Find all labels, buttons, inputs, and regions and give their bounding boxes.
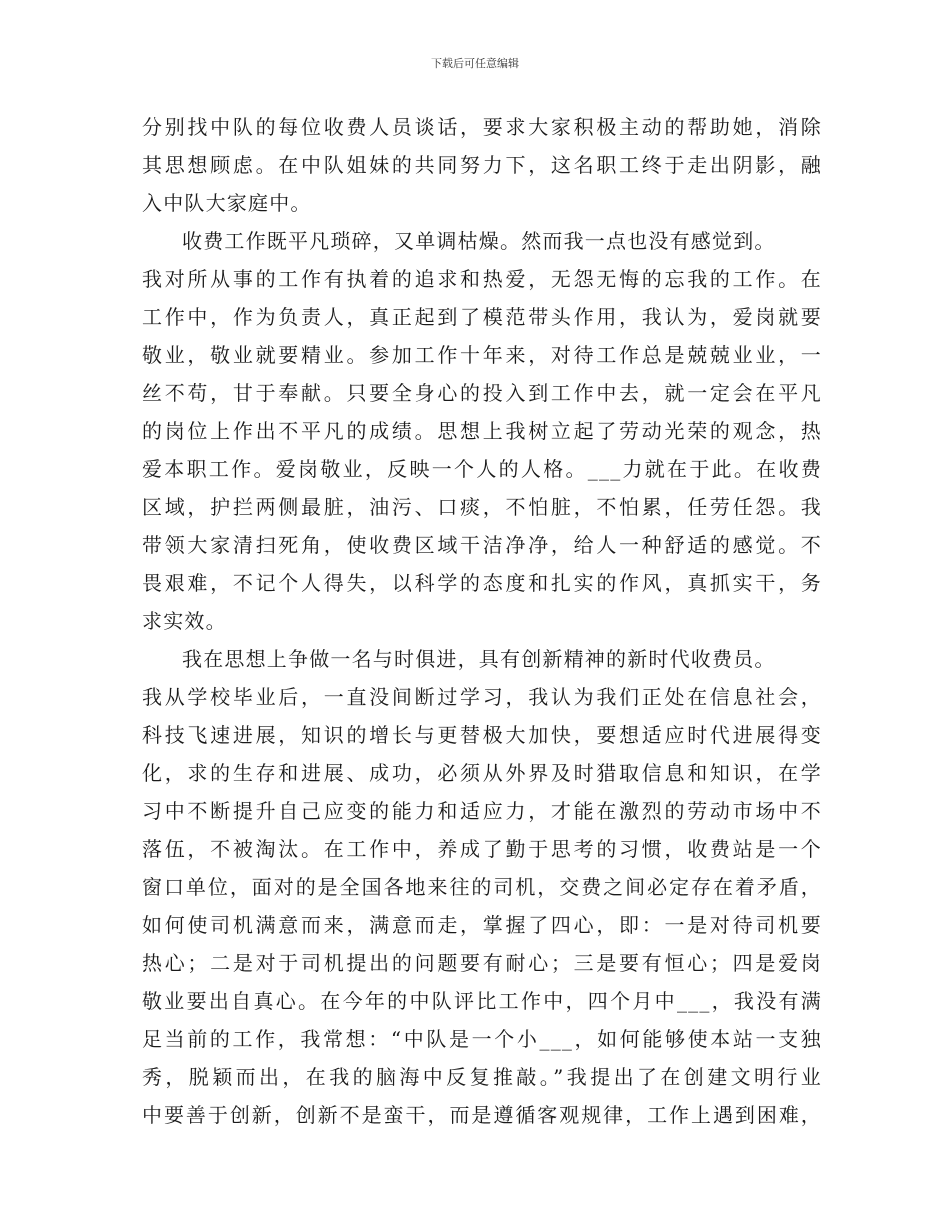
text-line: 带领大家清扫死角，使收费区域干洁净净，给人一种舒适的感觉。不 xyxy=(142,533,822,557)
text-line: 我从学校毕业后，一直没间断过学习，我认为我们正处在信息社会， xyxy=(142,685,822,709)
text-line: 习中不断提升自己应变的能力和适应力，才能在激烈的劳动市场中不 xyxy=(142,799,822,823)
page-header: 下载后可任意编辑 xyxy=(431,57,519,70)
text-line: 敬业要出自真心。在今年的中队评比工作中，四个月中___，我没有满 xyxy=(142,989,822,1013)
text-line: 如何使司机满意而来，满意而走，掌握了四心，即：一是对待司机要 xyxy=(142,913,822,937)
text-line: 我对所从事的工作有执着的追求和热爱，无怨无悔的忘我的工作。在 xyxy=(142,267,822,291)
text-line: 化，求的生存和进展、成功，必须从外界及时猎取信息和知识，在学 xyxy=(142,761,822,785)
text-line: 中要善于创新，创新不是蛮干，而是遵循客观规律，工作上遇到困难， xyxy=(142,1103,822,1127)
paragraph-1 xyxy=(142,108,822,222)
text-line: 其思想顾虑。在中队姐妹的共同努力下，这名职工终于走出阴影，融 xyxy=(142,153,822,177)
paragraph-2 xyxy=(142,222,822,640)
text-line: 求实效。 xyxy=(142,609,227,633)
text-line: 工作中，作为负责人，真正起到了模范带头作用，我认为，爱岗就要 xyxy=(142,305,822,329)
text-line: 敬业，敬业就要精业。参加工作十年来，对待工作总是兢兢业业，一 xyxy=(142,343,822,367)
document-body xyxy=(142,108,822,1134)
text-line: 区域，护拦两侧最脏，油污、口痰，不怕脏，不怕累，任劳任怨。我 xyxy=(142,495,822,519)
text-line: 畏艰难，不记个人得失，以科学的态度和扎实的作风，真抓实干，务 xyxy=(142,571,822,595)
text-line: 足当前的工作，我常想：“中队是一个小___，如何能够使本站一支独 xyxy=(142,1027,822,1051)
text-line: 秀，脱颖而出，在我的脑海中反复推敲。”我提出了在创建文明行业 xyxy=(142,1065,822,1089)
text-line: 我在思想上争做一名与时俱进，具有创新精神的新时代收费员。 xyxy=(182,647,776,671)
text-line: 爱本职工作。爱岗敬业，反映一个人的人格。___力就在于此。在收费 xyxy=(142,457,822,481)
text-line: 分别找中队的每位收费人员谈话，要求大家积极主动的帮助她，消除 xyxy=(142,115,822,139)
text-line: 窗口单位，面对的是全国各地来往的司机，交费之间必定存在着矛盾， xyxy=(142,875,822,899)
text-line: 落伍，不被淘汰。在工作中，养成了勤于思考的习惯，收费站是一个 xyxy=(142,837,822,861)
text-line: 丝不苟，甘于奉献。只要全身心的投入到工作中去，就一定会在平凡 xyxy=(142,381,822,405)
text-line: 热心；二是对于司机提出的问题要有耐心；三是要有恒心；四是爱岗 xyxy=(142,951,822,975)
text-line: 入中队大家庭中。 xyxy=(142,191,312,215)
text-line: 的岗位上作出不平凡的成绩。思想上我树立起了劳动光荣的观念，热 xyxy=(142,419,822,443)
paragraph-3 xyxy=(142,640,822,1134)
text-line: 收费工作既平凡琐碎，又单调枯燥。然而我一点也没有感觉到。 xyxy=(182,229,776,253)
text-line: 科技飞速进展，知识的增长与更替极大加快，要想适应时代进展得变 xyxy=(142,723,822,747)
